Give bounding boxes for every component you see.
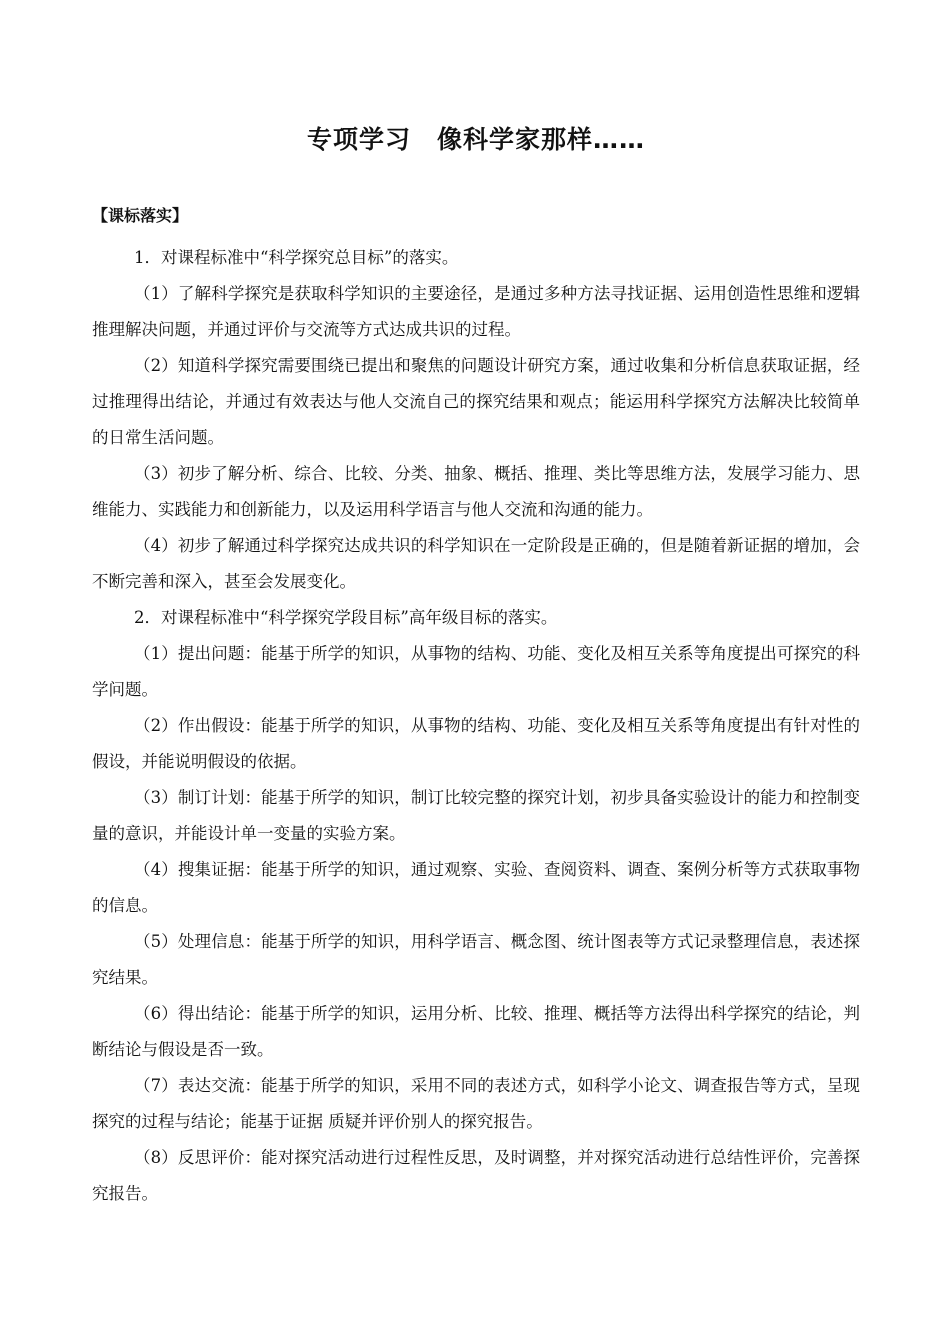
paragraph-2-4: （4）搜集证据：能基于所学的知识，通过观察、实验、查阅资料、调查、案例分析等方式获取事物的信息。 [92, 860, 860, 915]
paragraph-2-2: （2）作出假设：能基于所学的知识，从事物的结构、功能、变化及相互关系等角度提出有针对性的假设，并能说明假设的依据。 [92, 716, 860, 771]
paragraph-1-4: （4）初步了解通过科学探究达成共识的科学知识在一定阶段是正确的，但是随着新证据的增加，会不断完善和深入，甚至会发展变化。 [92, 536, 860, 591]
paragraph-1-1: （1）了解科学探究是获取科学知识的主要途径，是通过多种方法寻找证据、运用创造性思维和逻辑推理解决问题，并通过评价与交流等方式达成共识的过程。 [92, 284, 860, 339]
paragraph-1-2: （2）知道科学探究需要围绕已提出和聚焦的问题设计研究方案，通过收集和分析信息获取证据，经过推理得出结论，并通过有效表达与他人交流自己的探究结果和观点；能运用科学探究方法解决比较简单的日常生活问题。 [92, 356, 860, 447]
section-header: 【课标落实】 [92, 206, 189, 225]
paragraph-2-8: （8）反思评价：能对探究活动进行过程性反思，及时调整，并对探究活动进行总结性评价，完善探究报告。 [92, 1148, 860, 1203]
paragraph-2-7: （7）表达交流：能基于所学的知识，采用不同的表述方式，如科学小论文、调查报告等方式，呈现探究的过程与结论；能基于证据 质疑并评价别人的探究报告。 [92, 1076, 860, 1131]
paragraph-2-3: （3）制订计划：能基于所学的知识，制订比较完整的探究计划，初步具备实验设计的能力和控制变量的意识，并能设计单一变量的实验方案。 [92, 788, 860, 843]
document-body [92, 204, 860, 1212]
document-title: 专项学习 像科学家那样…… [306, 125, 645, 154]
paragraph-2: 2．对课程标准中“科学探究学段目标”高年级目标的落实。 [134, 608, 558, 627]
paragraph-1-3: （3）初步了解分析、综合、比较、分类、抽象、概括、推理、类比等思维方法，发展学习能力、思维能力、实践能力和创新能力，以及运用科学语言与他人交流和沟通的能力。 [92, 464, 860, 519]
paragraph-2-6: （6）得出结论：能基于所学的知识，运用分析、比较、推理、概括等方法得出科学探究的结论，判断结论与假设是否一致。 [92, 1004, 860, 1059]
paragraph-1: 1．对课程标准中“科学探究总目标”的落实。 [134, 248, 459, 267]
paragraph-2-1: （1）提出问题：能基于所学的知识，从事物的结构、功能、变化及相互关系等角度提出可探究的科学问题。 [92, 644, 860, 699]
paragraph-2-5: （5）处理信息：能基于所学的知识，用科学语言、概念图、统计图表等方式记录整理信息，表述探究结果。 [92, 932, 860, 987]
